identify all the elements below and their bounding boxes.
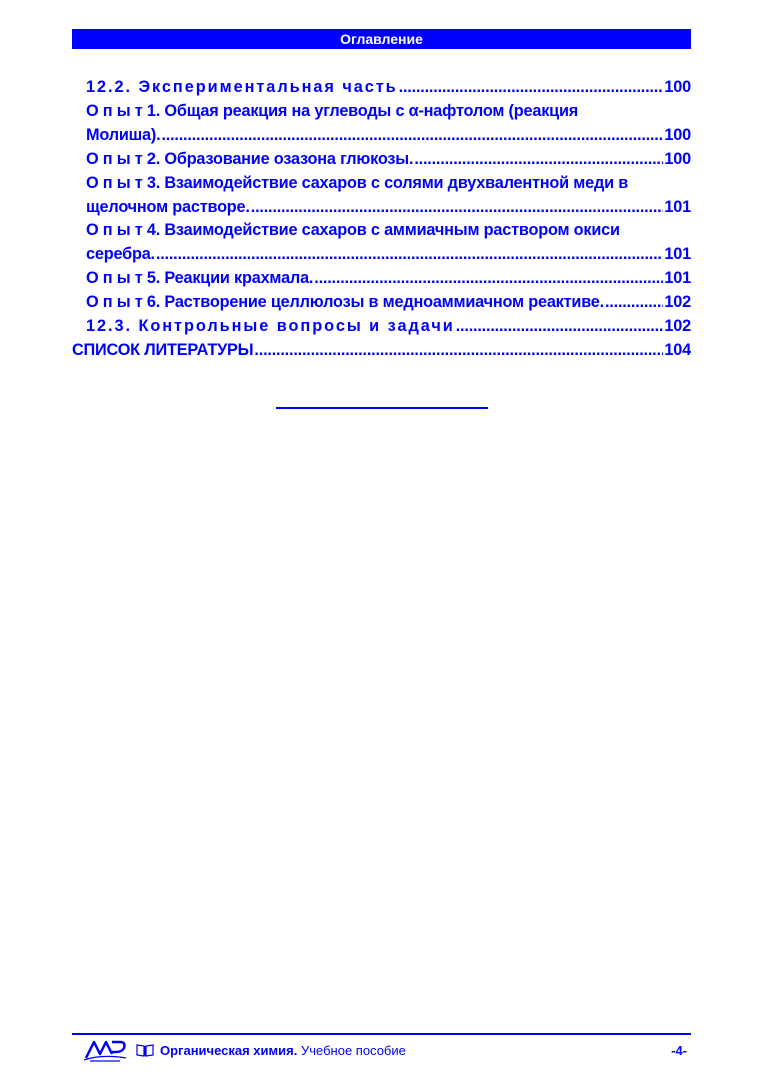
toc-entry[interactable] [72, 315, 691, 339]
footer-title [160, 1043, 406, 1058]
toc-page-number: 104 [664, 340, 691, 359]
toc-entry[interactable] [72, 267, 691, 291]
toc-page-number: 102 [664, 293, 691, 312]
table-of-contents [72, 76, 691, 363]
toc-page-number: 102 [664, 317, 691, 336]
toc-page-number: 101 [664, 269, 691, 288]
toc-leader-dots [605, 291, 663, 315]
page-footer [72, 1038, 691, 1064]
toc-entry-title: О п ы т 5. Реакции крахмала. [86, 269, 314, 288]
toc-leader-dots [251, 196, 664, 220]
toc-leader-dots [254, 339, 663, 363]
footer-rule [72, 1033, 691, 1035]
toc-entry[interactable] [72, 148, 691, 172]
mgutu-logo-icon [82, 1038, 130, 1064]
toc-leader-dots [414, 148, 663, 172]
toc-entry-title: Молиша). [86, 125, 161, 144]
footer-title-main: Органическая химия. [160, 1043, 298, 1058]
toc-page-number: 100 [664, 78, 691, 96]
toc-entry-title: О п ы т 1. Общая реакция на углеводы с α-нафтолом (реакция [86, 101, 579, 120]
toc-entry-title: О п ы т 6. Растворение целлюлозы в медноаммиачном реактиве. [86, 293, 604, 312]
book-icon [136, 1043, 154, 1057]
toc-entry[interactable] [72, 172, 691, 220]
toc-entry-title: СПИСОК ЛИТЕРАТУРЫ [72, 340, 254, 359]
toc-page-number: 100 [664, 125, 691, 144]
toc-entry-title: О п ы т 3. Взаимодействие сахаров с солями двухвалентной меди в [86, 173, 629, 192]
toc-entry[interactable] [72, 339, 691, 363]
footer-subtitle: Учебное пособие [300, 1043, 406, 1058]
toc-page-number: 100 [664, 149, 691, 168]
toc-entry-title: щелочном растворе. [86, 197, 250, 216]
toc-entry[interactable] [72, 219, 691, 267]
toc-entry-title: 12.2. Экспериментальная часть [86, 78, 398, 96]
toc-entry[interactable] [72, 76, 691, 100]
toc-entry-title: 12.3. Контрольные вопросы и задачи [86, 317, 455, 336]
toc-entry-title: серебра. [86, 245, 155, 264]
toc-leader-dots [156, 243, 664, 267]
page-header: Оглавление [72, 29, 691, 49]
toc-page-number: 101 [664, 245, 691, 264]
toc-entry-title: О п ы т 4. Взаимодействие сахаров с аммиачным раствором окиси [86, 221, 620, 240]
toc-entry-title: О п ы т 2. Образование озазона глюкозы. [86, 149, 414, 168]
page-number: -4- [671, 1043, 687, 1058]
toc-entry[interactable] [72, 291, 691, 315]
toc-entry[interactable] [72, 100, 691, 148]
toc-leader-dots [456, 315, 664, 339]
section-separator [276, 407, 488, 409]
toc-page-number: 101 [664, 197, 691, 216]
toc-leader-dots [314, 267, 663, 291]
toc-leader-dots [161, 124, 663, 148]
toc-leader-dots [399, 76, 664, 100]
